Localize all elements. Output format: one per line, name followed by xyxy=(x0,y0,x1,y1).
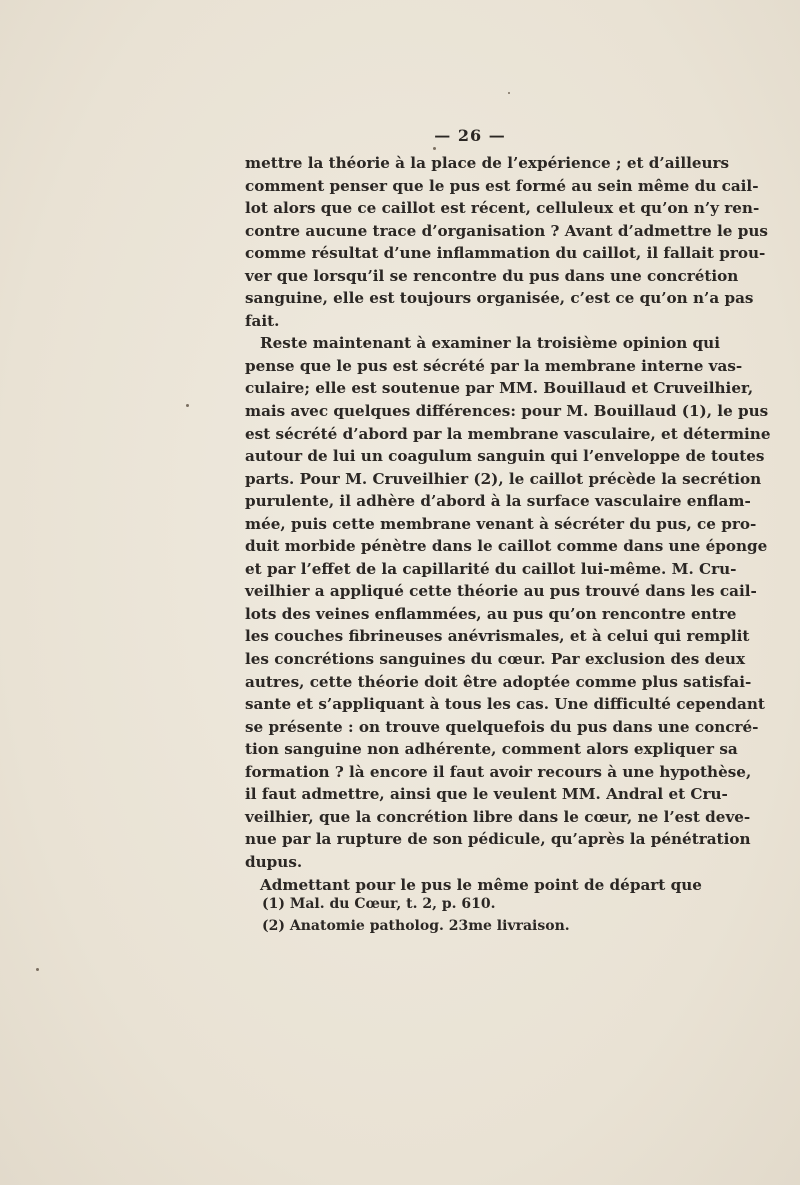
text-line: mée, puis cette membrane venant à sécréter du pus, ce pro- xyxy=(245,514,757,533)
footnote: (1) Mal. du Cœur, t. 2, p. 610. xyxy=(262,896,496,912)
text-line: ver que lorsqu’il se rencontre du pus dans une concrétion xyxy=(245,266,739,285)
ink-speck xyxy=(508,92,510,94)
text-line: et par l’effet de la capillarité du caillot lui-même. M. Cru- xyxy=(245,559,737,578)
text-line: se présente : on trouve quelquefois du pus dans une concré- xyxy=(245,717,759,736)
text-line: formation ? là encore il faut avoir recours à une hypothèse, xyxy=(245,762,752,781)
text-line: comme résultat d’une inflammation du caillot, il fallait prou- xyxy=(245,244,766,263)
text-line: parts. Pour M. Cruveilhier (2), le caillot précède la secrétion xyxy=(245,469,762,488)
text-line: sante et s’appliquant à tous les cas. Une difficulté cependant xyxy=(245,695,765,714)
ink-speck xyxy=(186,404,189,407)
text-line: autres, cette théorie doit être adoptée comme plus satisfai- xyxy=(245,672,752,691)
text-line: duit morbide pénètre dans le caillot comme dans une éponge xyxy=(245,537,768,556)
text-line: comment penser que le pus est formé au sein même du cail- xyxy=(245,176,759,195)
text-line: tion sanguine non adhérente, comment alors expliquer sa xyxy=(245,740,738,759)
ink-speck xyxy=(36,968,39,971)
text-line: est sécrété d’abord par la membrane vasculaire, et détermine xyxy=(245,424,771,443)
text-line: Reste maintenant à examiner la troisième opinion qui xyxy=(260,334,720,353)
text-line: veilhier a appliqué cette théorie au pus trouvé dans les cail- xyxy=(245,582,757,601)
text-line: les concrétions sanguines du cœur. Par exclusion des deux xyxy=(245,650,746,669)
text-line: purulente, il adhère d’abord à la surface vasculaire enflam- xyxy=(245,492,751,511)
text-line: lots des veines enflammées, au pus qu’on rencontre entre xyxy=(245,604,737,623)
page-number: — 26 — xyxy=(434,126,506,145)
text-line: veilhier, que la concrétion libre dans le cœur, ne l’est deve- xyxy=(245,807,751,826)
text-line: sanguine, elle est toujours organisée, c’est ce qu’on n’a pas xyxy=(245,289,754,308)
text-line: nue par la rupture de son pédicule, qu’après la pénétration xyxy=(245,830,751,849)
text-line: il faut admettre, ainsi que le veulent MM. Andral et Cru- xyxy=(245,785,728,804)
text-line: les couches fibrineuses anévrismales, et à celui qui remplit xyxy=(245,627,750,646)
text-line: culaire; elle est soutenue par MM. Bouillaud et Cruveilhier, xyxy=(245,379,754,398)
text-line: autour de lui un coagulum sanguin qui l’enveloppe de toutes xyxy=(245,447,765,466)
text-line: mettre la théorie à la place de l’expérience ; et d’ailleurs xyxy=(245,154,730,172)
text-line: mais avec quelques différences: pour M. Bouillaud (1), le pus xyxy=(245,402,769,421)
text-line: pense que le pus est sécrété par la membrane interne vas- xyxy=(245,356,743,375)
footnote: (2) Anatomie patholog. 23me livraison. xyxy=(262,918,570,934)
text-line: fait. xyxy=(245,311,280,330)
text-line: contre aucune trace d’organisation ? Avant d’admettre le pus xyxy=(245,221,768,240)
footnotes xyxy=(262,893,682,937)
ink-speck xyxy=(433,147,436,150)
text-line: lot alors que ce caillot est récent, celluleux et qu’on n’y ren- xyxy=(245,199,760,218)
body-text xyxy=(245,152,771,896)
text-line: Admettant pour le pus le même point de départ que xyxy=(260,875,702,894)
text-line: dupus. xyxy=(245,852,303,871)
